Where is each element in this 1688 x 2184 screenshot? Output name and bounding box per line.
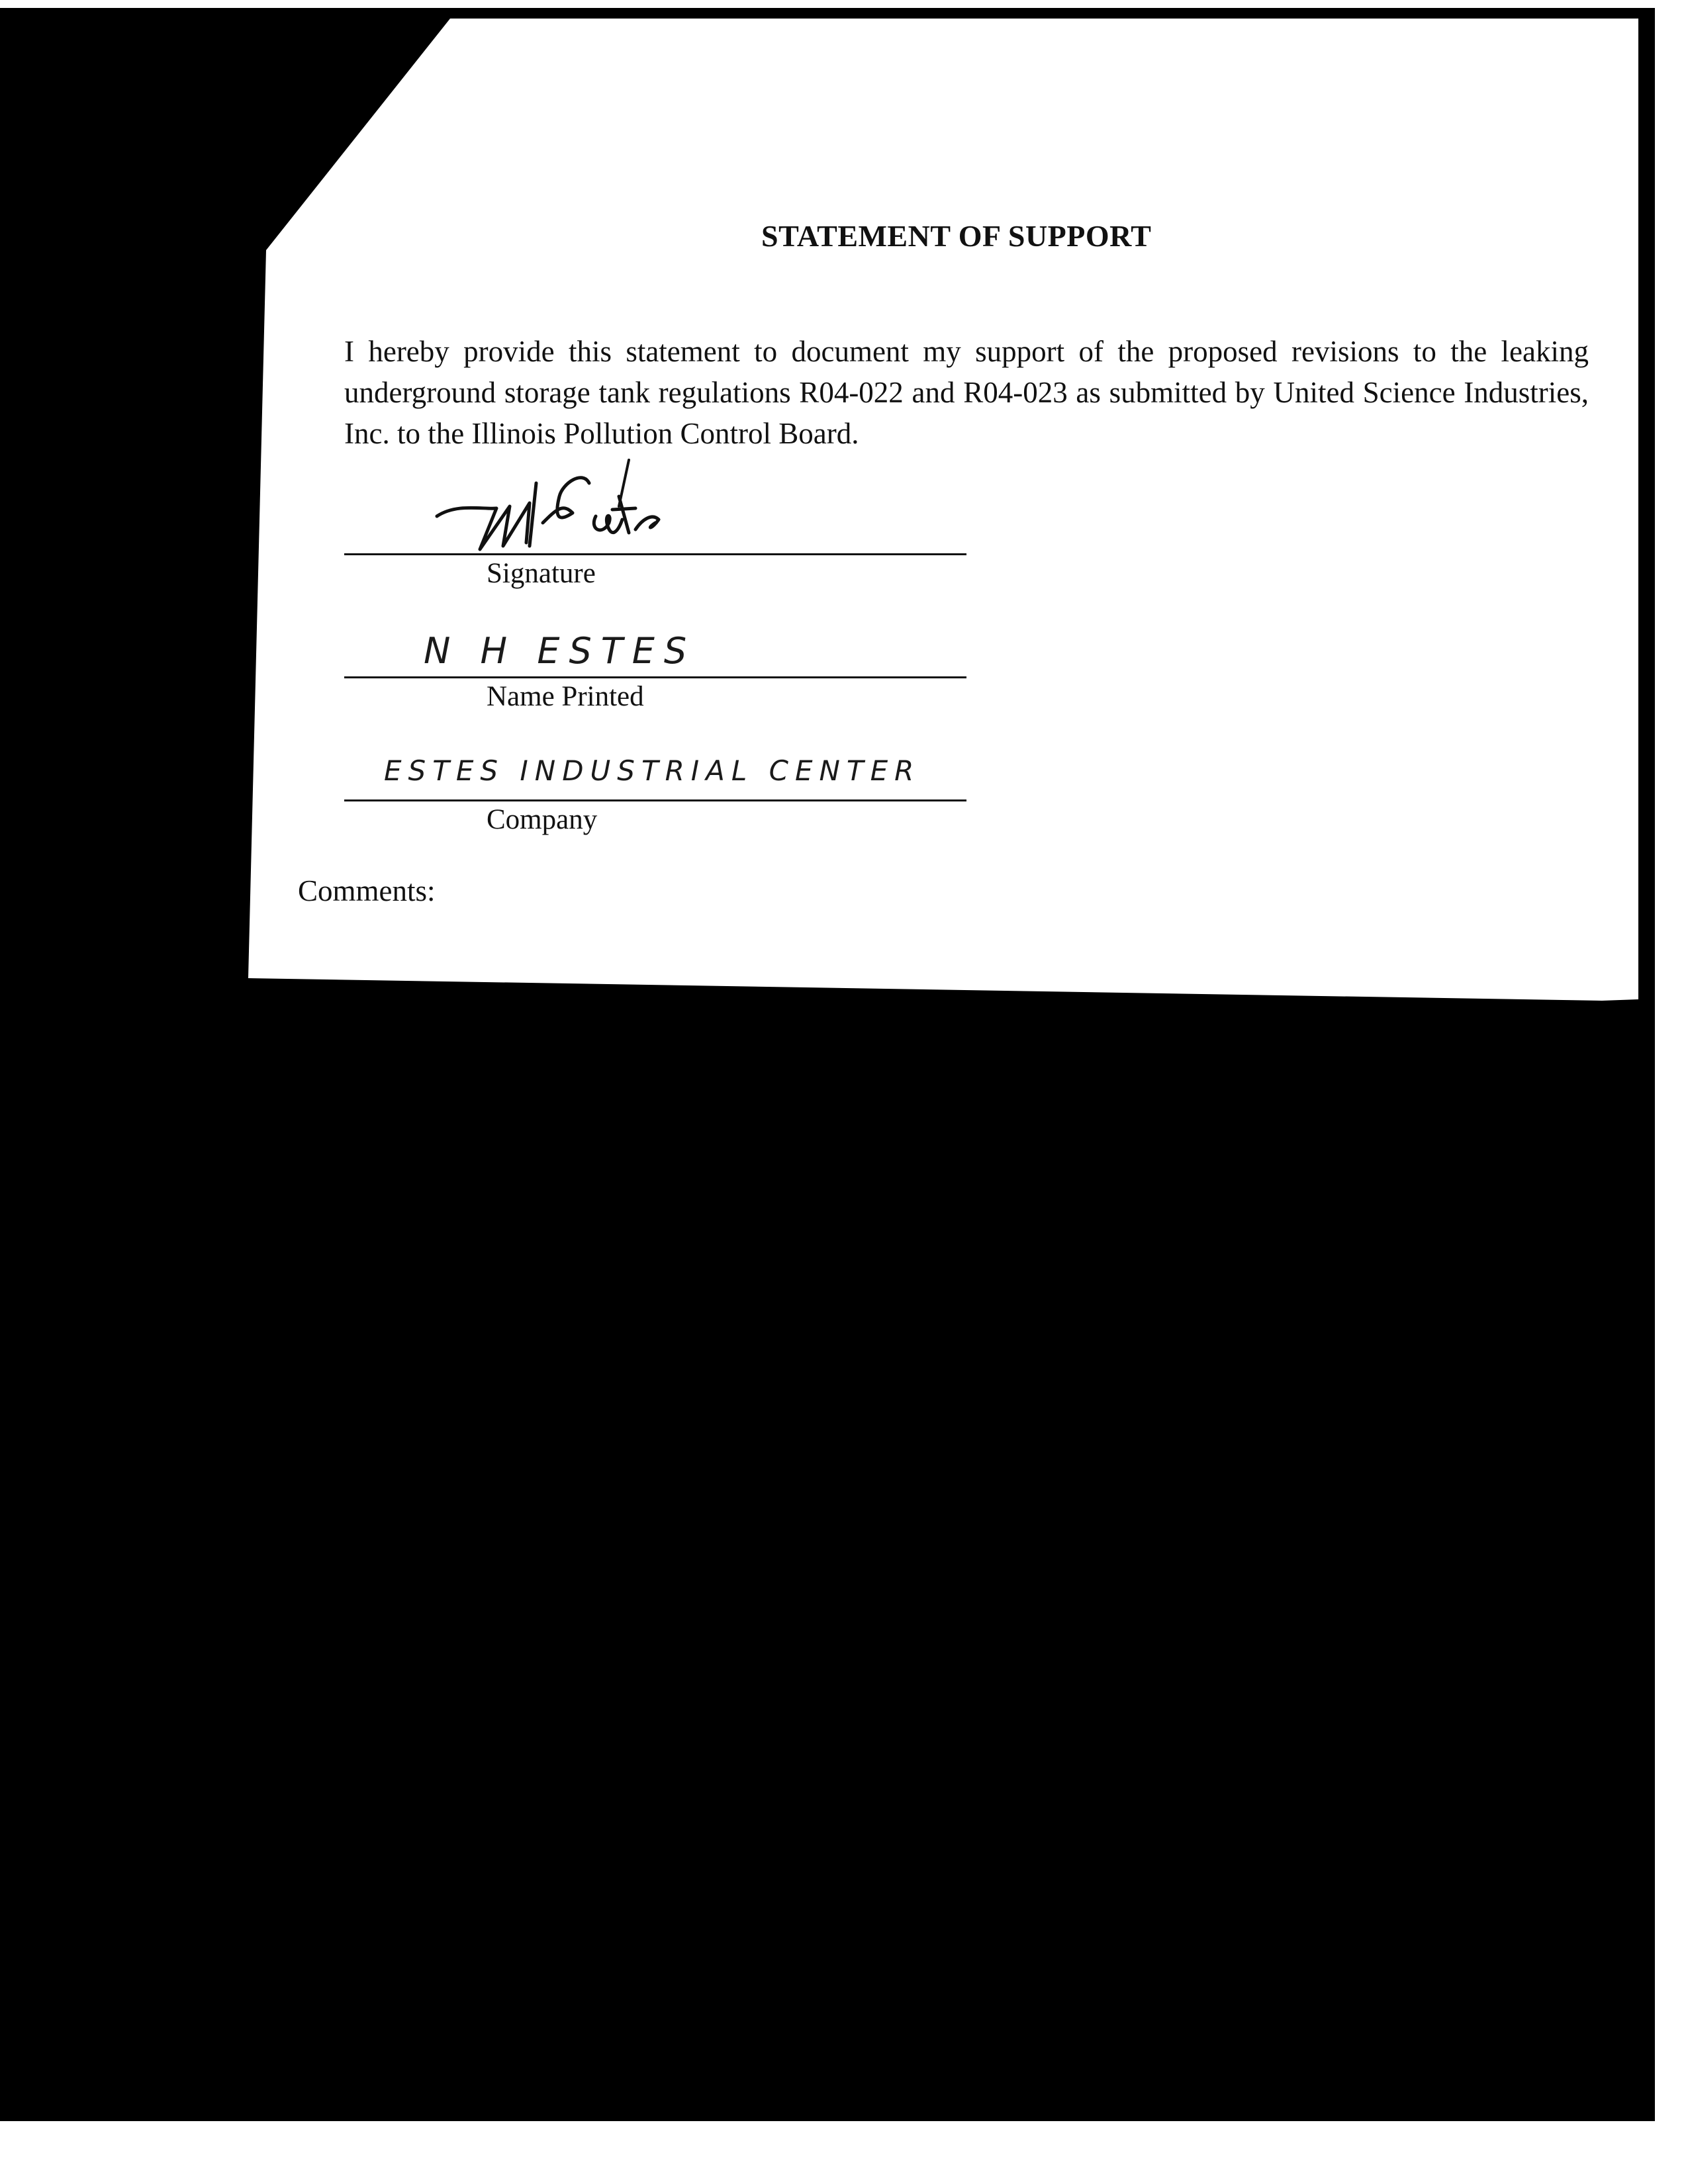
handwritten-signature	[430, 457, 708, 556]
document-title: STATEMENT OF SUPPORT	[761, 219, 1152, 253]
statement-paragraph: I hereby provide this statement to document my support of the proposed revisions to the leaking underground storage tank regulations R04-022 and R04-023 as submitted by United Science Industries, Inc. to the Illinois Pollution Control Board.	[344, 335, 1589, 450]
scan-edge-right	[1655, 0, 1688, 2184]
comments-label: Comments:	[298, 874, 436, 907]
company-line	[344, 799, 966, 801]
signature-label: Signature	[487, 558, 596, 589]
company-value: ESTES INDUSTRIAL CENTER	[384, 754, 921, 787]
document-sheet	[0, 0, 1688, 1019]
name-line	[344, 676, 966, 678]
scan-edge-bottom	[0, 2121, 1688, 2184]
name-printed-value: N H ESTES	[424, 630, 696, 672]
scan-edge-top	[0, 0, 1688, 8]
signature-line	[344, 553, 966, 555]
company-label: Company	[487, 804, 598, 835]
name-printed-label: Name Printed	[487, 681, 644, 712]
